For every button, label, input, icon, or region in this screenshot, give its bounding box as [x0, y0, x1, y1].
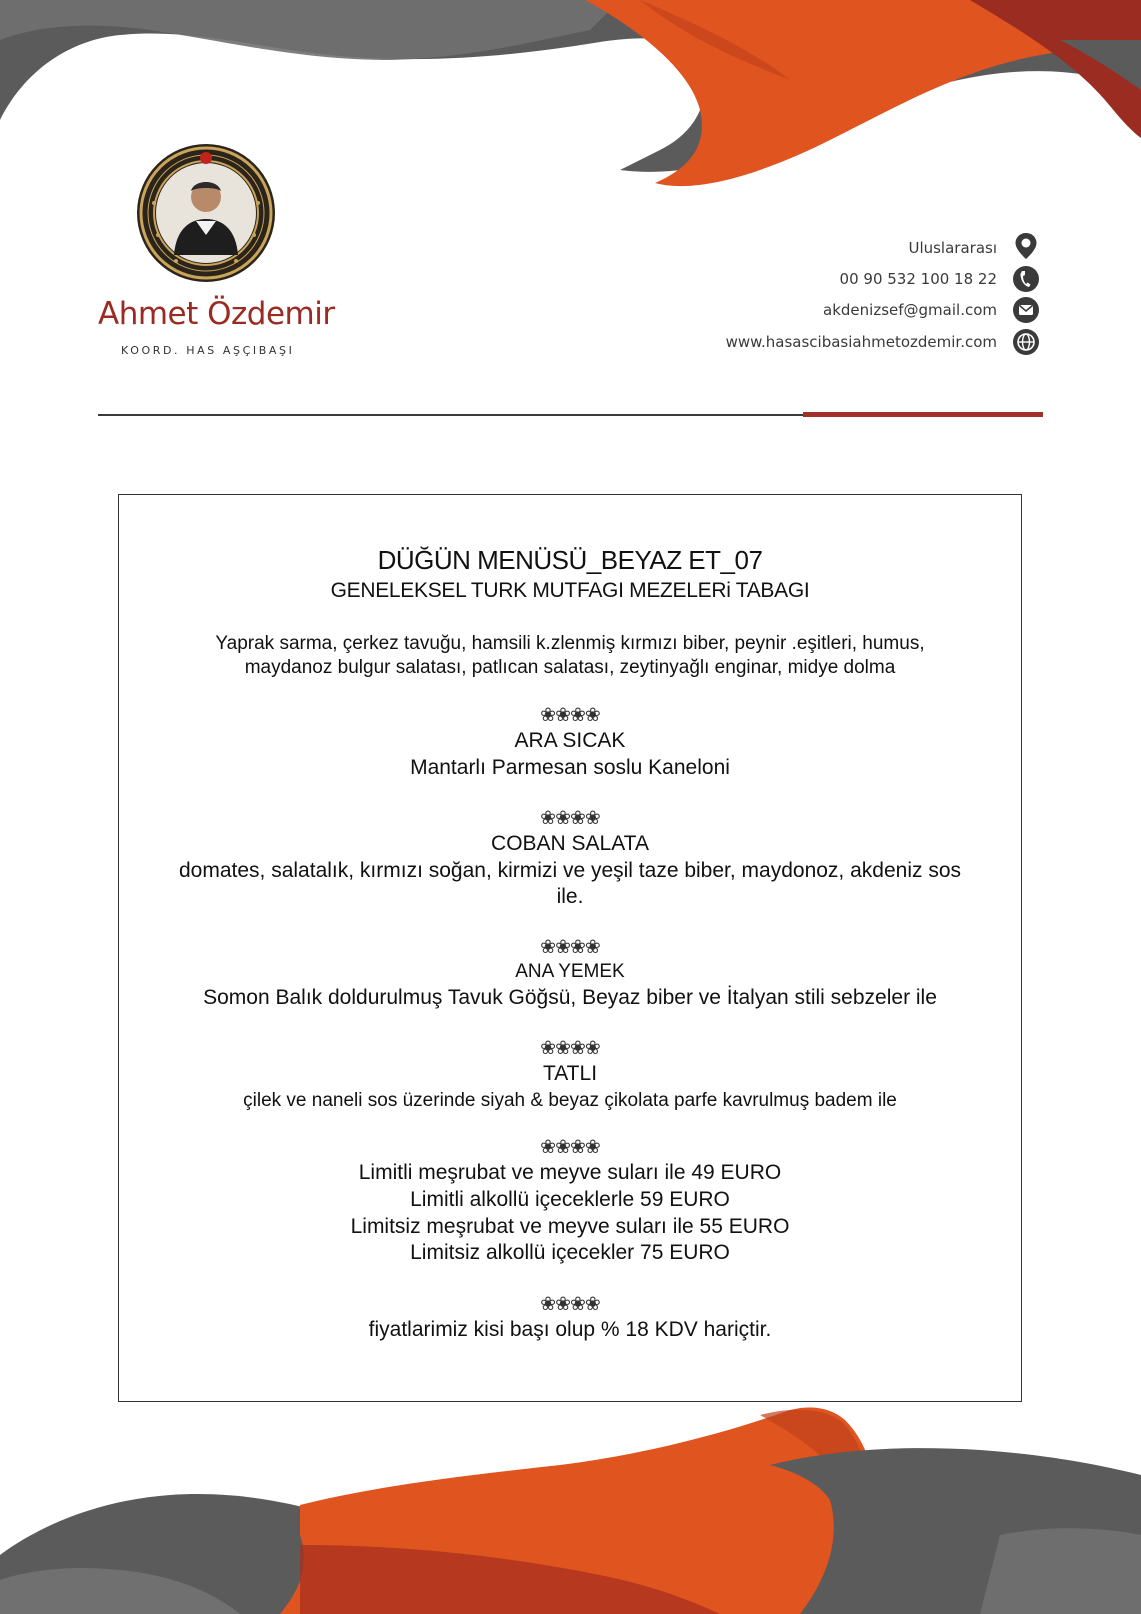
section-ornament: ❀❀❀❀	[540, 704, 600, 726]
footer-wave-decoration	[0, 1405, 1141, 1614]
meze-description-line-2: maydanoz bulgur salatası, patlıcan salatası, zeytinyağlı enginar, midye dolma	[244, 657, 896, 678]
price-line-3: Limitsiz meşrubat ve meyve suları ile 55 EURO	[350, 1215, 790, 1238]
brand-subtitle: KOORD. HAS AŞÇIBAŞI	[121, 344, 295, 357]
salata-text-line-1: domates, salatalık, kırmızı soğan, kirmizi ve yeşil taze biber, maydonoz, akdeniz sos	[179, 859, 961, 882]
menu-card	[118, 494, 1022, 1402]
contact-website[interactable]: www.hasascibasiahmetozdemir.com	[725, 333, 997, 351]
brand-name: Ahmet Özdemir	[98, 296, 335, 332]
tatli-title: TATLI	[542, 1062, 598, 1085]
ara-sicak-title: ARA SICAK	[514, 729, 626, 752]
price-line-4: Limitsiz alkollü içecekler 75 EURO	[410, 1241, 730, 1264]
salata-text-line-2: ile.	[556, 885, 584, 908]
header-divider-red	[803, 412, 1043, 417]
price-line-1: Limitli meşrubat ve meyve suları ile 49 EURO	[358, 1161, 782, 1184]
meze-description-line-1: Yaprak sarma, çerkez tavuğu, hamsili k.zlenmiş kırmızı biber, peynir .eşitleri, humus,	[215, 633, 925, 654]
ana-yemek-text: Somon Balık doldurulmuş Tavuk Göğsü, Beyaz biber ve İtalyan stili sebzeler ile	[203, 986, 937, 1009]
section-ornament: ❀❀❀❀	[540, 936, 600, 958]
section-ornament: ❀❀❀❀	[540, 1136, 600, 1158]
contact-location: Uluslararası	[908, 239, 997, 257]
menu-subtitle: GENELEKSEL TURK MUTFAGI MEZELERi TABAGI	[330, 579, 810, 602]
envelope-icon	[1012, 296, 1040, 324]
price-footnote: fiyatlarimiz kisi başı olup % 18 KDV hariçtir.	[368, 1318, 772, 1341]
contact-phone[interactable]: 00 90 532 100 18 22	[839, 270, 997, 288]
phone-icon	[1012, 265, 1040, 293]
header-divider-dark	[98, 414, 803, 416]
price-line-2: Limitli alkollü içeceklerle 59 EURO	[410, 1188, 730, 1211]
ara-sicak-text: Mantarlı Parmesan soslu Kaneloni	[410, 756, 730, 779]
contact-email[interactable]: akdenizsef@gmail.com	[823, 301, 997, 319]
ana-yemek-title: ANA YEMEK	[515, 961, 625, 982]
map-pin-icon	[1012, 232, 1040, 260]
chef-seal-logo	[136, 143, 276, 283]
section-ornament: ❀❀❀❀	[540, 1037, 600, 1059]
tatli-text: çilek ve naneli sos üzerinde siyah & beyaz çikolata parfe kavrulmuş badem ile	[243, 1090, 897, 1111]
menu-title: DÜĞÜN MENÜSÜ_BEYAZ ET_07	[377, 545, 763, 575]
salata-title: COBAN SALATA	[491, 832, 649, 855]
globe-icon	[1012, 328, 1040, 356]
section-ornament: ❀❀❀❀	[540, 807, 600, 829]
section-ornament: ❀❀❀❀	[540, 1293, 600, 1315]
